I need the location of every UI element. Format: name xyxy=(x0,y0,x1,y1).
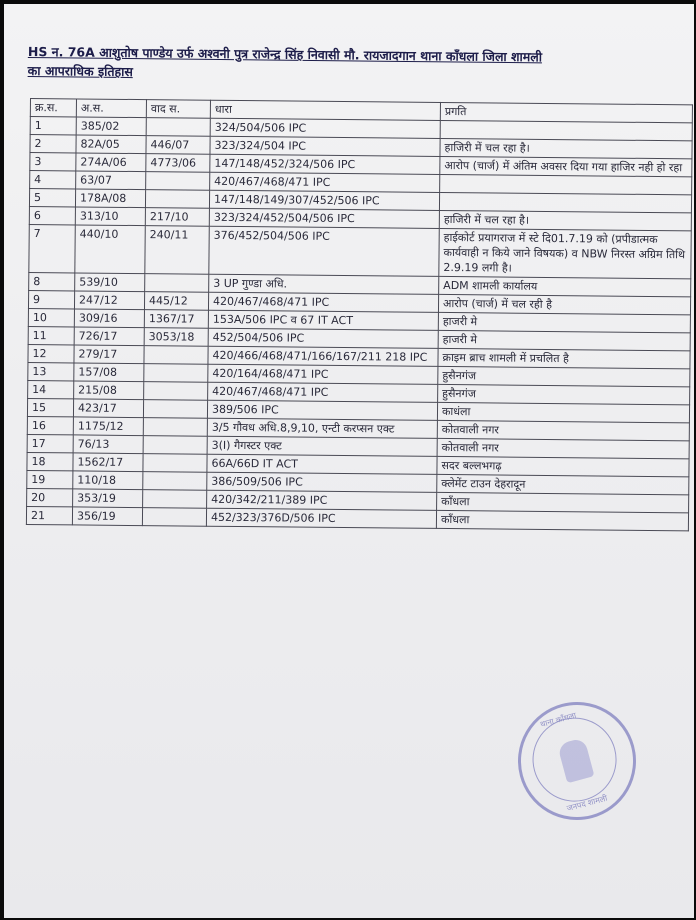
cell-progress: सदर बल्लभगढ़ xyxy=(437,456,689,476)
cell-serial: 21 xyxy=(26,506,72,524)
cell-case-number xyxy=(142,508,206,527)
cell-section: 452/323/376D/506 IPC xyxy=(206,508,436,528)
cell-progress: हुसैनगंज xyxy=(438,384,690,404)
emblem-icon xyxy=(557,737,594,783)
cell-serial: 15 xyxy=(27,398,73,416)
cell-section: 420/342/211/389 IPC xyxy=(207,490,437,510)
cell-progress: क्राइम ब्राच शामली में प्रचलित है xyxy=(438,348,690,368)
cell-case-number xyxy=(143,418,207,437)
cell-case-number xyxy=(146,172,210,191)
cell-crime-number: 247/12 xyxy=(74,291,144,310)
header-serial: क्र.स. xyxy=(30,99,76,117)
cell-case-number: 3053/18 xyxy=(144,328,208,347)
table-body xyxy=(26,117,692,531)
cell-progress: आरोप (चार्ज) में चल रही है xyxy=(438,294,690,314)
table-row xyxy=(29,224,691,278)
header-crime-number: अ.स. xyxy=(76,99,146,118)
cell-section: 420/467/468/471 IPC xyxy=(208,292,438,312)
cell-serial: 7 xyxy=(29,224,75,272)
cell-serial: 12 xyxy=(28,344,74,362)
cell-crime-number: 356/19 xyxy=(72,507,142,526)
cell-crime-number: 110/18 xyxy=(73,471,143,490)
heading-line-2: का आपराधिक इतिहास xyxy=(27,62,133,80)
cell-progress: काधंला xyxy=(437,402,689,422)
cell-progress: काँधला xyxy=(436,510,688,530)
cell-progress xyxy=(439,192,691,212)
header-progress: प्रगति xyxy=(440,102,692,122)
cell-case-number xyxy=(144,346,208,365)
cell-section: 3 UP गुण्डा अधि. xyxy=(209,274,439,294)
cell-serial: 5 xyxy=(29,189,75,207)
cell-progress: आरोप (चार्ज) में अंतिम अवसर दिया गया हाजिर नही हो रहा xyxy=(440,156,692,176)
cell-case-number xyxy=(143,490,207,509)
cell-case-number: 446/07 xyxy=(146,136,210,155)
cell-section: 3/5 गौवध अधि.8,9,10, एन्टी करप्सन एक्ट xyxy=(207,418,437,438)
cell-serial: 19 xyxy=(27,470,73,488)
cell-progress xyxy=(440,120,692,140)
cell-crime-number: 63/07 xyxy=(76,171,146,190)
cell-case-number xyxy=(144,382,208,401)
cell-case-number xyxy=(145,190,209,209)
cell-crime-number: 82A/05 xyxy=(76,135,146,154)
cell-section: 420/466/468/471/166/167/211 218 IPC xyxy=(208,346,438,366)
cell-section: 376/452/504/506 IPC xyxy=(209,226,439,276)
cell-crime-number: 313/10 xyxy=(75,207,145,226)
cell-section: 147/148/452/324/506 IPC xyxy=(210,154,440,174)
cell-progress xyxy=(440,174,692,194)
cell-section: 66A/66D IT ACT xyxy=(207,454,437,474)
cell-progress: हाजरी मे xyxy=(438,330,690,350)
cell-progress: हाजिरी में चल रहा है। xyxy=(439,210,691,230)
cell-progress: हुसैनगंज xyxy=(438,366,690,386)
cell-serial: 20 xyxy=(27,488,73,506)
cell-serial: 9 xyxy=(28,290,74,308)
cell-crime-number: 274A/06 xyxy=(76,153,146,172)
cell-progress: हाईकोर्ट प्रयागराज में स्टे दि01.7.19 को (प्रपीडात्मक कार्यवाही न किये जाने विषयक) व NBW निरस्त अग्रिम तिथि 2.9.19 लगी है। xyxy=(439,228,691,278)
cell-crime-number: 215/08 xyxy=(74,381,144,400)
cell-serial: 10 xyxy=(28,308,74,326)
cell-crime-number: 440/10 xyxy=(75,225,145,274)
cell-case-number xyxy=(143,454,207,473)
cell-progress: काँधला xyxy=(437,492,689,512)
cell-case-number xyxy=(145,274,209,293)
cell-progress: हाजिरी में चल रहा है। xyxy=(440,138,692,158)
header-section: धारा xyxy=(210,100,440,120)
cell-serial: 3 xyxy=(30,153,76,171)
cell-progress: कोतवाली नगर xyxy=(437,438,689,458)
cell-section: 386/509/506 IPC xyxy=(207,472,437,492)
cell-section: 420/467/468/471 IPC xyxy=(208,382,438,402)
cell-section: 420/467/468/471 IPC xyxy=(210,172,440,192)
cell-section: 3(I) गैगस्टर एक्ट xyxy=(207,436,437,456)
police-station-stamp xyxy=(505,689,650,834)
cell-case-number: 240/11 xyxy=(145,226,209,275)
cell-serial: 1 xyxy=(30,117,76,135)
cell-progress: ADM शामली कार्यालय xyxy=(439,276,691,296)
document-heading xyxy=(28,42,668,87)
cell-crime-number: 1175/12 xyxy=(73,417,143,436)
cell-case-number xyxy=(144,364,208,383)
stamp-bottom-text: जनपद शामली xyxy=(565,793,609,814)
cell-serial: 13 xyxy=(28,362,74,380)
cell-section: 452/504/506 IPC xyxy=(208,328,438,348)
cell-section: 153A/506 IPC व 67 IT ACT xyxy=(208,310,438,330)
cell-section: 389/506 IPC xyxy=(207,400,437,420)
header-case-number: वाद स. xyxy=(146,100,210,119)
cell-section: 420/164/468/471 IPC xyxy=(208,364,438,384)
cell-crime-number: 353/19 xyxy=(73,489,143,508)
cell-case-number xyxy=(143,400,207,419)
cell-crime-number: 423/17 xyxy=(73,399,143,418)
cell-section: 147/148/149/307/452/506 IPC xyxy=(209,190,439,210)
cell-case-number: 4773/06 xyxy=(146,154,210,173)
cell-crime-number: 76/13 xyxy=(73,435,143,454)
cell-case-number: 445/12 xyxy=(144,292,208,311)
cell-section: 323/324/504 IPC xyxy=(210,136,440,156)
cell-crime-number: 157/08 xyxy=(74,363,144,382)
cell-progress: क्लेमेंट टाउन देहरादून xyxy=(437,474,689,494)
cell-serial: 8 xyxy=(29,272,75,290)
stamp-inner-ring xyxy=(523,708,626,811)
cell-serial: 17 xyxy=(27,434,73,452)
cell-case-number: 217/10 xyxy=(145,208,209,227)
document-page xyxy=(4,4,694,918)
cell-case-number xyxy=(146,118,210,137)
cell-serial: 18 xyxy=(27,452,73,470)
criminal-history-table xyxy=(26,98,693,531)
stamp-top-text: थाना काँधला xyxy=(539,710,578,730)
cell-crime-number: 726/17 xyxy=(74,327,144,346)
cell-serial: 2 xyxy=(30,135,76,153)
cell-serial: 6 xyxy=(29,206,75,224)
cell-crime-number: 178A/08 xyxy=(75,189,145,208)
cell-crime-number: 385/02 xyxy=(76,117,146,136)
cell-progress: हाजरी मे xyxy=(438,312,690,332)
cell-serial: 11 xyxy=(28,326,74,344)
cell-crime-number: 539/10 xyxy=(75,273,145,292)
cell-case-number xyxy=(143,472,207,491)
cell-serial: 14 xyxy=(28,380,74,398)
cell-crime-number: 279/17 xyxy=(74,345,144,364)
heading-line-1: HS न. 76A आशुतोष पाण्डेय उर्फ अश्वनी पुत्र राजेन्द्र सिंह निवासी मौ. रायजादगान थाना काँधला जिला शामली xyxy=(27,43,543,65)
cell-section: 323/324/452/504/506 IPC xyxy=(209,208,439,228)
cell-progress: कोतवाली नगर xyxy=(437,420,689,440)
cell-section: 324/504/506 IPC xyxy=(210,118,440,138)
cell-crime-number: 1562/17 xyxy=(73,453,143,472)
cell-case-number xyxy=(143,436,207,455)
cell-serial: 4 xyxy=(30,171,76,189)
cell-crime-number: 309/16 xyxy=(74,309,144,328)
cell-serial: 16 xyxy=(27,416,73,434)
cell-case-number: 1367/17 xyxy=(144,310,208,329)
